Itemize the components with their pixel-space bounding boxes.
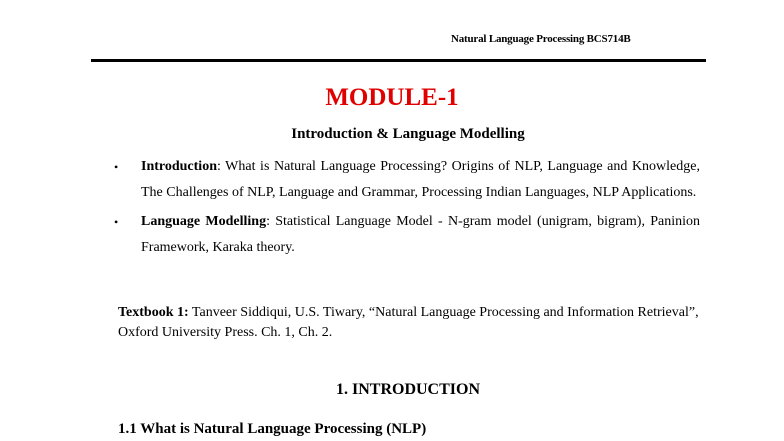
topic-heading: Introduction — [141, 159, 217, 174]
textbook-text: Tanveer Siddiqui, U.S. Tiwary, “Natural Language Processing and Information Retrieval”, Oxford University Press. Ch. 1, Ch. 2. — [118, 305, 699, 340]
module-title: MODULE-1 — [325, 84, 459, 111]
topic-list — [114, 154, 700, 264]
textbook-reference — [118, 303, 702, 343]
topic-text: : What is Natural Language Processing? Origins of NLP, Language and Knowledge, The Challenges of NLP, Language and Grammar, Processing Indian Languages, NLP Applications. — [141, 159, 700, 200]
topic-heading: Language Modelling — [141, 214, 267, 229]
section-heading: 1. INTRODUCTION — [335, 381, 480, 398]
header-rule — [91, 59, 706, 62]
topic-item-language-modelling — [114, 209, 700, 261]
section-subheading: 1.1 What is Natural Language Processing (NLP) — [118, 421, 427, 437]
bullet-icon: • — [114, 160, 119, 174]
bullet-icon: • — [114, 215, 119, 229]
textbook-label: Textbook 1: — [118, 305, 189, 320]
topic-text: : Statistical Language Model - N-gram model (unigram, bigram), Paninion Framework, Karaka theory. — [141, 214, 700, 255]
running-header: Natural Language Processing BCS714B — [451, 33, 631, 45]
module-subtitle: Introduction & Language Modelling — [291, 126, 525, 142]
topic-item-introduction — [114, 154, 700, 206]
